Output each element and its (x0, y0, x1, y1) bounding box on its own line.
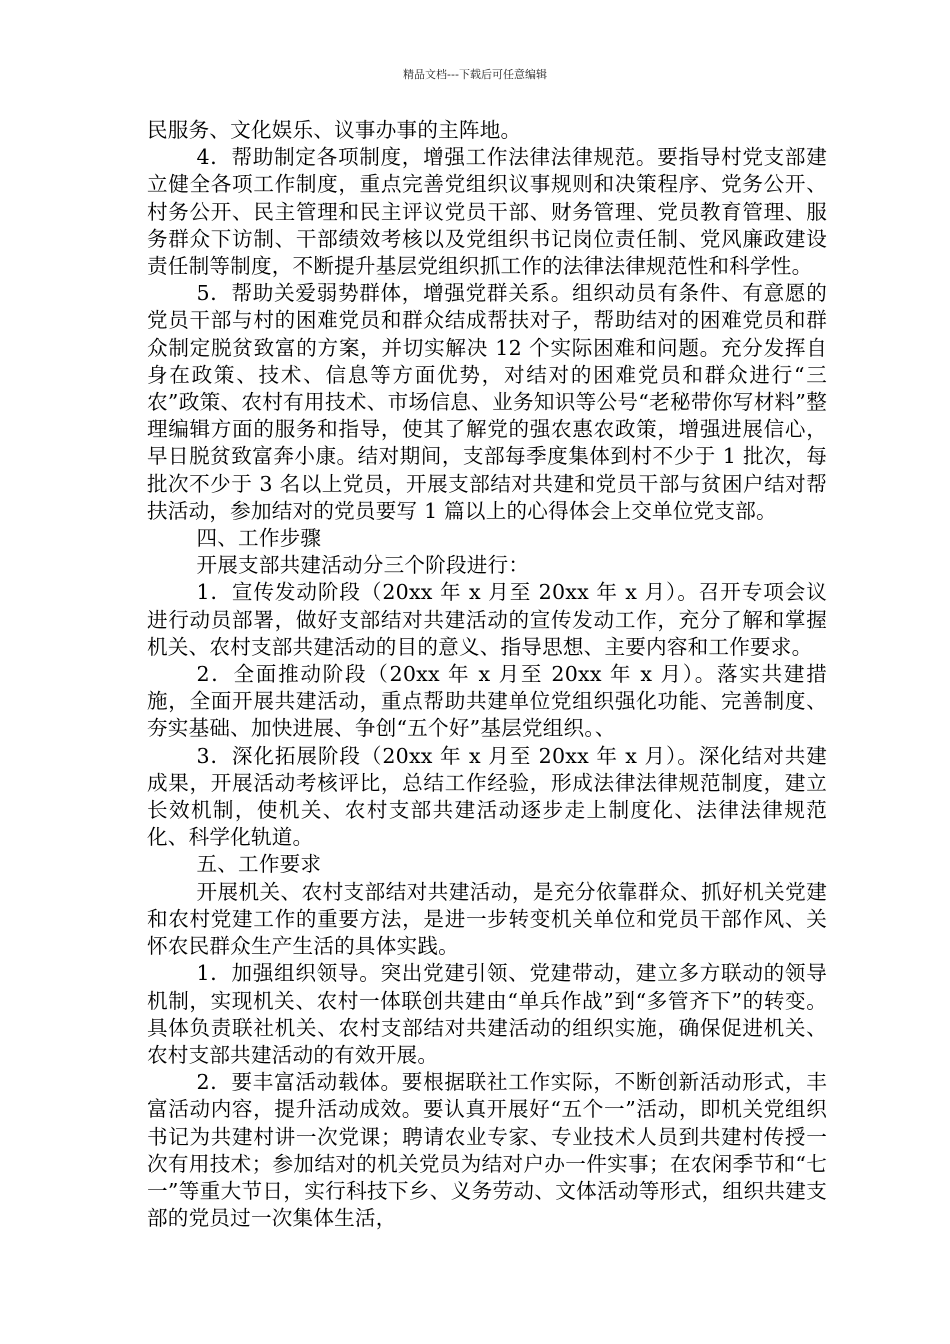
paragraph: 开展机关、农村支部结对共建活动，是充分依靠群众、抓好机关党建和农村党建工作的重要方法，是进一步转变机关单位和党员干部作风、关怀农民群众生产生活的具体实践。 (147, 879, 827, 959)
page-header: 精品文档---下载后可任意编辑 (403, 68, 547, 81)
paragraph: 3．深化拓展阶段（20xx 年 x 月至 20xx 年 x 月）。深化结对共建成果，开展活动考核评比，总结工作经验，形成法律法律规范制度，建立长效机制，使机关、农村支部共建活动逐步走上制度化、法律法律规范化、科学化轨道。 (147, 743, 827, 850)
paragraph: 2．要丰富活动载体。要根据联社工作实际，不断创新活动形式，丰富活动内容，提升活动成效。要认真开展好“五个一”活动，即机关党组织书记为共建村讲一次党课；聘请农业专家、专业技术人员到共建村传授一次有用技术；参加结对的机关党员为结对户办一件实事；在农闲季节和“七一”等重大节日，实行科技下乡、义务劳动、文体活动等形式，组织共建支部的党员过一次集体生活， (147, 1070, 827, 1231)
section-heading: 四、工作步骤 (196, 526, 322, 551)
paragraph: 5．帮助关爱弱势群体，增强党群关系。组织动员有条件、有意愿的党员干部与村的困难党员和群众结成帮扶对子，帮助结对的困难党员和群众制定脱贫致富的方案，并切实解决 12 个实际困难和问题。充分发挥自身在政策、技术、信息等方面优势，对结对的困难党员和群众进行“三农”政策、农村有用技术、市场信息、业务知识等公号“老秘带你写材料”整理编辑方面的服务和指导，使其了解党的强农惠农政策，增强进展信心，早日脱贫致富奔小康。结对期间，支部每季度集体到村不少于 1 批次，每批次不少于 3 名以上党员，开展支部结对共建和党员干部与贫困户结对帮扶活动，参加结对的党员要写 1 篇以上的心得体会上交单位党支部。 (147, 281, 827, 523)
paragraph: 民服务、文化娱乐、议事办事的主阵地。 (147, 118, 522, 142)
section-heading: 五、工作要求 (196, 852, 322, 877)
paragraph: 开展支部共建活动分三个阶段进行： (196, 553, 530, 578)
paragraph: 2．全面推动阶段（20xx 年 x 月至 20xx 年 x 月）。落实共建措施，全面开展共建活动，重点帮助共建单位党组织强化功能、完善制度、夯实基础、加快进展、争创“五个好”基层党组织。、 (147, 662, 827, 741)
document-body (147, 117, 827, 1232)
paragraph: 4．帮助制定各项制度，增强工作法律法律规范。要指导村党支部建立健全各项工作制度，重点完善党组织议事规则和决策程序、党务公开、村务公开、民主管理和民主评议党员干部、财务管理、党员教育管理、服务群众下访制、干部绩效考核以及党组织书记岗位责任制、党风廉政建设责任制等制度，不断提升基层党组织抓工作的法律法律规范性和科学性。 (147, 145, 827, 279)
paragraph: 1．加强组织领导。突出党建引领、党建带动，建立多方联动的领导机制，实现机关、农村一体联创共建由“单兵作战”到“多管齐下”的转变。具体负责联社机关、农村支部结对共建活动的组织实施，确保促进机关、农村支部共建活动的有效开展。 (147, 961, 827, 1067)
paragraph: 1．宣传发动阶段（20xx 年 x 月至 20xx 年 x 月）。召开专项会议进行动员部署，做好支部结对共建活动的宣传发动工作，充分了解和掌握机关、农村支部共建活动的目的意义、指导思想、主要内容和工作要求。 (147, 580, 827, 659)
